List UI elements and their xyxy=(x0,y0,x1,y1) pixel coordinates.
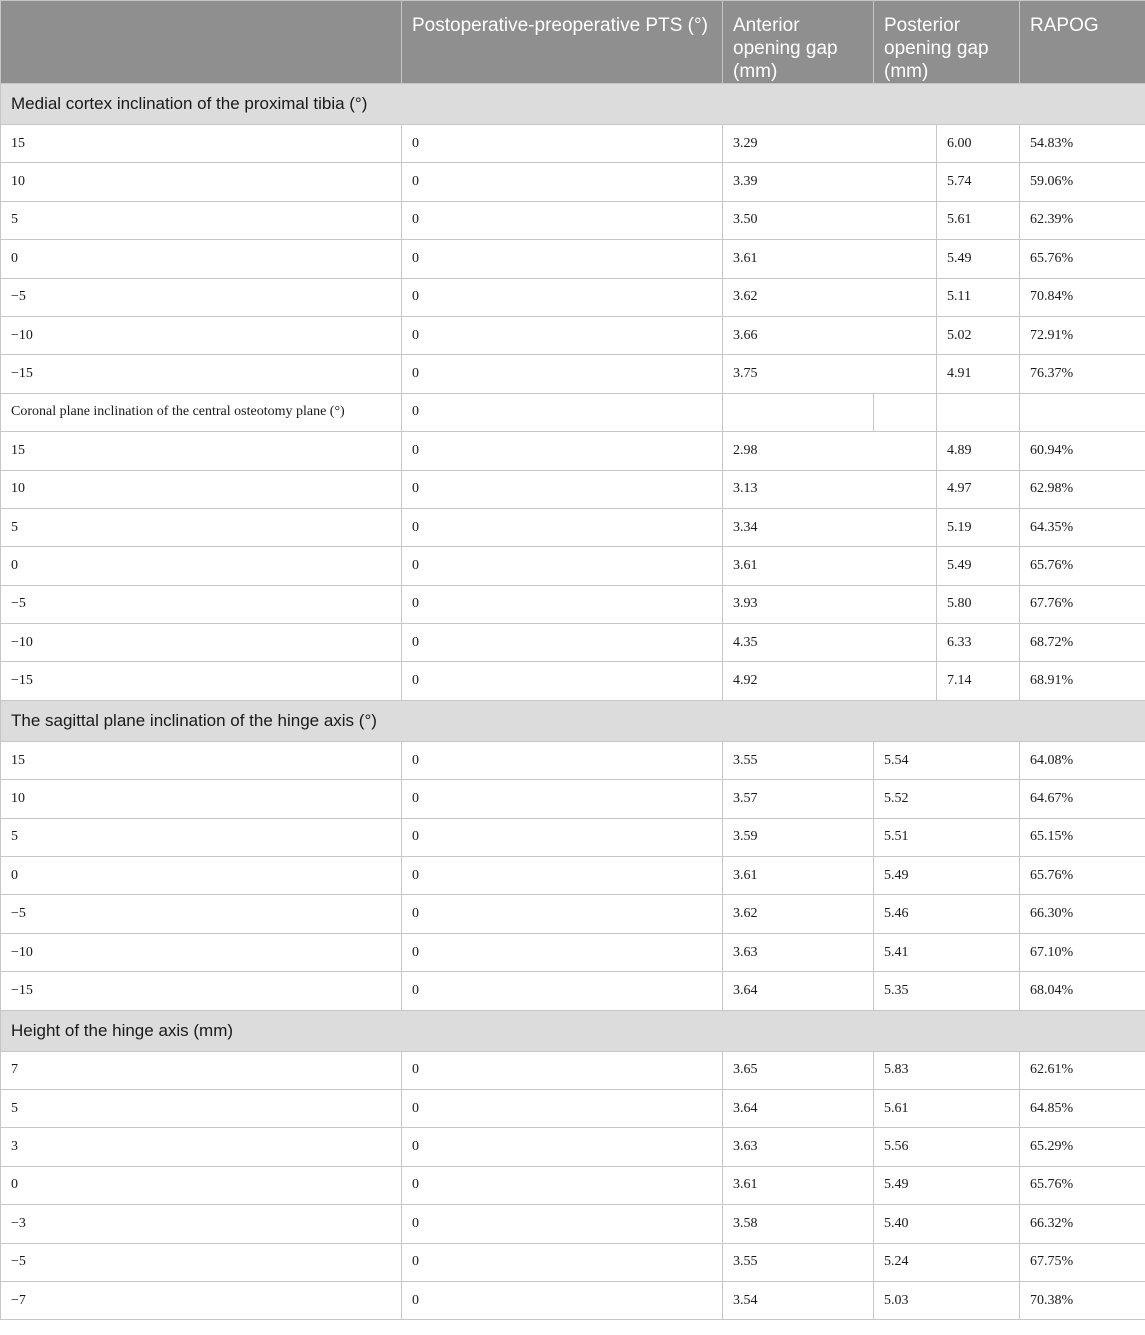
parameter-value-cell: 10 xyxy=(1,780,402,818)
posterior-gap-cell: 5.54 xyxy=(874,741,1020,779)
posterior-gap-cell: 5.51 xyxy=(874,818,1020,856)
table-row xyxy=(1,662,1145,700)
pts-cell: 0 xyxy=(402,1166,723,1204)
posterior-gap-cell: 5.83 xyxy=(874,1051,1020,1089)
parameter-value-cell: −15 xyxy=(1,972,402,1010)
rapog-cell: 62.98% xyxy=(1020,470,1145,508)
anterior-gap-cell: 3.66 xyxy=(723,316,937,354)
posterior-gap-cell: 5.40 xyxy=(874,1205,1020,1243)
parameter-value-cell: −3 xyxy=(1,1205,402,1243)
rapog-cell: 60.94% xyxy=(1020,432,1145,470)
table-row xyxy=(1,585,1145,623)
parameter-value-cell: 0 xyxy=(1,1166,402,1204)
pts-cell: 0 xyxy=(402,662,723,700)
posterior-gap-cell: 4.91 xyxy=(937,355,1020,393)
parameter-value-cell: −10 xyxy=(1,624,402,662)
parameter-value-cell: −5 xyxy=(1,278,402,316)
parameter-value-cell: −5 xyxy=(1,895,402,933)
posterior-gap-cell: 4.97 xyxy=(937,470,1020,508)
subgroup-title-row xyxy=(1,393,1145,431)
parameter-value-cell: 15 xyxy=(1,741,402,779)
parameter-value-cell: 0 xyxy=(1,857,402,895)
posterior-gap-cell: 5.49 xyxy=(937,240,1020,278)
pts-cell: 0 xyxy=(402,316,723,354)
table-header xyxy=(1,1,1145,84)
table-row xyxy=(1,1166,1145,1204)
pts-cell: 0 xyxy=(402,1051,723,1089)
rapog-cell: 62.61% xyxy=(1020,1051,1145,1089)
rapog-cell: 59.06% xyxy=(1020,163,1145,201)
pts-cell: 0 xyxy=(402,624,723,662)
anterior-gap-cell: 3.55 xyxy=(723,1243,874,1281)
header-cell-anterior-gap: Anterior opening gap (mm) xyxy=(723,1,874,84)
parameter-value-cell: −15 xyxy=(1,662,402,700)
rapog-cell: 65.76% xyxy=(1020,547,1145,585)
parameter-value-cell: 5 xyxy=(1,508,402,546)
table-row xyxy=(1,1281,1145,1319)
header-cell-rapog: RAPOG xyxy=(1020,1,1145,84)
empty-cell xyxy=(723,393,874,431)
pts-cell: 0 xyxy=(402,508,723,546)
anterior-gap-cell: 4.92 xyxy=(723,662,937,700)
table-body xyxy=(1,84,1145,1320)
anterior-gap-cell: 3.61 xyxy=(723,547,937,585)
section-header-row xyxy=(1,1010,1145,1051)
pts-cell: 0 xyxy=(402,818,723,856)
table-row xyxy=(1,857,1145,895)
anterior-gap-cell: 3.34 xyxy=(723,508,937,546)
anterior-gap-cell: 3.54 xyxy=(723,1281,874,1319)
rapog-cell: 65.29% xyxy=(1020,1128,1145,1166)
posterior-gap-cell: 5.49 xyxy=(874,857,1020,895)
posterior-gap-cell: 5.61 xyxy=(937,201,1020,239)
anterior-gap-cell: 3.63 xyxy=(723,1128,874,1166)
posterior-gap-cell: 6.00 xyxy=(937,125,1020,163)
section-title: Height of the hinge axis (mm) xyxy=(1,1010,1145,1051)
anterior-gap-cell: 3.55 xyxy=(723,741,874,779)
header-cell-posterior-gap: Posterior opening gap (mm) xyxy=(874,1,1020,84)
anterior-gap-cell: 3.39 xyxy=(723,163,937,201)
anterior-gap-cell: 3.93 xyxy=(723,585,937,623)
rapog-cell: 70.38% xyxy=(1020,1281,1145,1319)
pts-cell: 0 xyxy=(402,1281,723,1319)
table-row xyxy=(1,780,1145,818)
table-row xyxy=(1,547,1145,585)
table-row xyxy=(1,278,1145,316)
rapog-cell: 66.30% xyxy=(1020,895,1145,933)
anterior-gap-cell: 3.13 xyxy=(723,470,937,508)
rapog-cell: 67.76% xyxy=(1020,585,1145,623)
section-header-row xyxy=(1,700,1145,741)
rapog-cell: 64.85% xyxy=(1020,1089,1145,1127)
pts-cell: 0 xyxy=(402,278,723,316)
parameter-value-cell: 0 xyxy=(1,240,402,278)
empty-cell xyxy=(937,393,1020,431)
rapog-cell: 66.32% xyxy=(1020,1205,1145,1243)
posterior-gap-cell: 5.41 xyxy=(874,933,1020,971)
pts-cell: 0 xyxy=(402,125,723,163)
anterior-gap-cell: 3.59 xyxy=(723,818,874,856)
anterior-gap-cell: 3.50 xyxy=(723,201,937,239)
rapog-cell: 70.84% xyxy=(1020,278,1145,316)
rapog-cell: 64.67% xyxy=(1020,780,1145,818)
table-row xyxy=(1,1205,1145,1243)
rapog-cell: 67.10% xyxy=(1020,933,1145,971)
rapog-cell: 64.35% xyxy=(1020,508,1145,546)
posterior-gap-cell: 7.14 xyxy=(937,662,1020,700)
posterior-gap-cell: 5.19 xyxy=(937,508,1020,546)
posterior-gap-cell: 5.03 xyxy=(874,1281,1020,1319)
rapog-cell: 72.91% xyxy=(1020,316,1145,354)
rapog-cell: 67.75% xyxy=(1020,1243,1145,1281)
pts-cell: 0 xyxy=(402,972,723,1010)
empty-cell xyxy=(874,393,937,431)
anterior-gap-cell: 4.35 xyxy=(723,624,937,662)
section-header-row xyxy=(1,84,1145,125)
anterior-gap-cell: 3.64 xyxy=(723,1089,874,1127)
parameter-value-cell: −5 xyxy=(1,585,402,623)
table-row xyxy=(1,240,1145,278)
table-row xyxy=(1,818,1145,856)
table-row xyxy=(1,1051,1145,1089)
posterior-gap-cell: 5.11 xyxy=(937,278,1020,316)
table-row xyxy=(1,1128,1145,1166)
posterior-gap-cell: 6.33 xyxy=(937,624,1020,662)
anterior-gap-cell: 3.29 xyxy=(723,125,937,163)
rapog-cell: 65.76% xyxy=(1020,1166,1145,1204)
rapog-cell: 76.37% xyxy=(1020,355,1145,393)
parameter-value-cell: 15 xyxy=(1,125,402,163)
table-row xyxy=(1,470,1145,508)
rapog-cell: 54.83% xyxy=(1020,125,1145,163)
rapog-cell: 65.76% xyxy=(1020,857,1145,895)
pts-cell: 0 xyxy=(402,1089,723,1127)
posterior-gap-cell: 5.80 xyxy=(937,585,1020,623)
rapog-cell: 68.91% xyxy=(1020,662,1145,700)
pts-cell: 0 xyxy=(402,547,723,585)
pts-cell: 0 xyxy=(402,240,723,278)
anterior-gap-cell: 3.57 xyxy=(723,780,874,818)
pts-cell: 0 xyxy=(402,201,723,239)
parameter-value-cell: −10 xyxy=(1,933,402,971)
pts-cell: 0 xyxy=(402,585,723,623)
anterior-gap-cell: 3.75 xyxy=(723,355,937,393)
table-row xyxy=(1,972,1145,1010)
empty-cell xyxy=(1020,393,1145,431)
posterior-gap-cell: 5.35 xyxy=(874,972,1020,1010)
pts-cell: 0 xyxy=(402,895,723,933)
table-row xyxy=(1,933,1145,971)
anterior-gap-cell: 3.61 xyxy=(723,1166,874,1204)
parameter-value-cell: 5 xyxy=(1,1089,402,1127)
parameter-value-cell: −15 xyxy=(1,355,402,393)
section-title: The sagittal plane inclination of the hinge axis (°) xyxy=(1,700,1145,741)
header-cell-pts: Postoperative-preoperative PTS (°) xyxy=(402,1,723,84)
posterior-gap-cell: 5.49 xyxy=(874,1166,1020,1204)
rapog-cell: 68.04% xyxy=(1020,972,1145,1010)
anterior-gap-cell: 3.61 xyxy=(723,857,874,895)
header-cell-empty xyxy=(1,1,402,84)
parameter-value-cell: 10 xyxy=(1,470,402,508)
table-row xyxy=(1,508,1145,546)
table-row xyxy=(1,432,1145,470)
parameter-value-cell: 5 xyxy=(1,201,402,239)
table-row xyxy=(1,624,1145,662)
table-row xyxy=(1,741,1145,779)
rapog-cell: 64.08% xyxy=(1020,741,1145,779)
anterior-gap-cell: 3.65 xyxy=(723,1051,874,1089)
parameter-value-cell: −7 xyxy=(1,1281,402,1319)
pts-cell: 0 xyxy=(402,780,723,818)
table-row xyxy=(1,201,1145,239)
posterior-gap-cell: 5.74 xyxy=(937,163,1020,201)
pts-cell: 0 xyxy=(402,163,723,201)
table-row xyxy=(1,1089,1145,1127)
table-row xyxy=(1,1243,1145,1281)
subgroup-title-value: 0 xyxy=(402,393,723,431)
parameter-value-cell: 7 xyxy=(1,1051,402,1089)
pts-cell: 0 xyxy=(402,470,723,508)
posterior-gap-cell: 5.24 xyxy=(874,1243,1020,1281)
subgroup-title: Coronal plane inclination of the central osteotomy plane (°) xyxy=(1,393,402,431)
rapog-cell: 68.72% xyxy=(1020,624,1145,662)
section-title: Medial cortex inclination of the proximal tibia (°) xyxy=(1,84,1145,125)
table-row xyxy=(1,895,1145,933)
posterior-gap-cell: 5.02 xyxy=(937,316,1020,354)
rapog-cell: 65.15% xyxy=(1020,818,1145,856)
pts-cell: 0 xyxy=(402,1243,723,1281)
header-row xyxy=(1,1,1145,84)
anterior-gap-cell: 3.64 xyxy=(723,972,874,1010)
posterior-gap-cell: 5.52 xyxy=(874,780,1020,818)
parameter-value-cell: 15 xyxy=(1,432,402,470)
parameter-value-cell: 10 xyxy=(1,163,402,201)
table-row xyxy=(1,125,1145,163)
posterior-gap-cell: 5.56 xyxy=(874,1128,1020,1166)
posterior-gap-cell: 5.61 xyxy=(874,1089,1020,1127)
pts-cell: 0 xyxy=(402,1128,723,1166)
pts-cell: 0 xyxy=(402,1205,723,1243)
anterior-gap-cell: 2.98 xyxy=(723,432,937,470)
parameter-value-cell: −5 xyxy=(1,1243,402,1281)
table-row xyxy=(1,316,1145,354)
anterior-gap-cell: 3.62 xyxy=(723,278,937,316)
pts-cell: 0 xyxy=(402,355,723,393)
anterior-gap-cell: 3.58 xyxy=(723,1205,874,1243)
parameter-value-cell: 3 xyxy=(1,1128,402,1166)
table-row xyxy=(1,355,1145,393)
pts-cell: 0 xyxy=(402,432,723,470)
rapog-cell: 65.76% xyxy=(1020,240,1145,278)
rapog-cell: 62.39% xyxy=(1020,201,1145,239)
pts-cell: 0 xyxy=(402,741,723,779)
posterior-gap-cell: 5.46 xyxy=(874,895,1020,933)
parameter-value-cell: 5 xyxy=(1,818,402,856)
posterior-gap-cell: 4.89 xyxy=(937,432,1020,470)
anterior-gap-cell: 3.61 xyxy=(723,240,937,278)
anterior-gap-cell: 3.62 xyxy=(723,895,874,933)
posterior-gap-cell: 5.49 xyxy=(937,547,1020,585)
pts-cell: 0 xyxy=(402,933,723,971)
table-row xyxy=(1,163,1145,201)
anterior-gap-cell: 3.63 xyxy=(723,933,874,971)
parameter-value-cell: −10 xyxy=(1,316,402,354)
pts-cell: 0 xyxy=(402,857,723,895)
parameter-value-cell: 0 xyxy=(1,547,402,585)
